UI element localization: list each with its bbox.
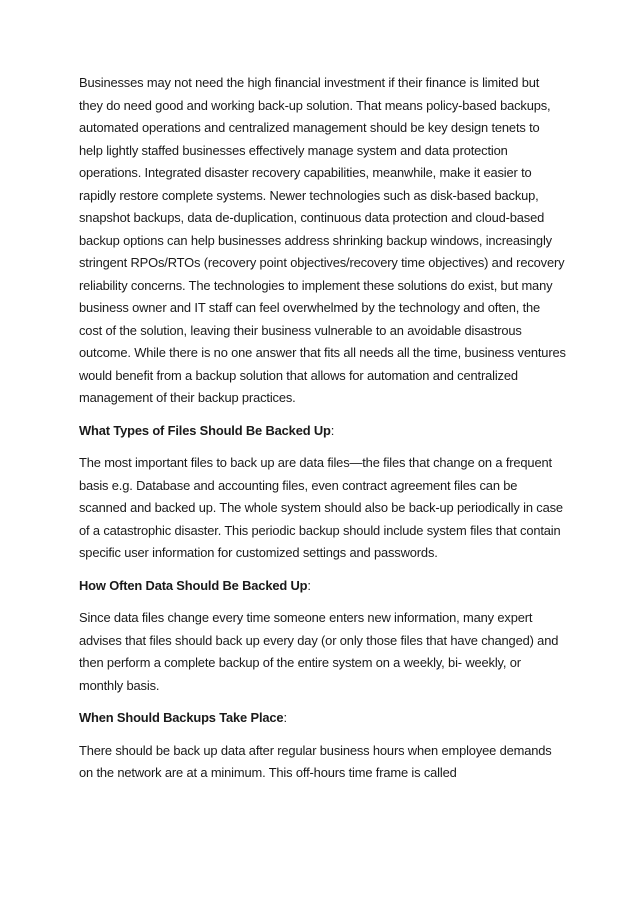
section-heading-file-types-colon: : [330, 422, 335, 438]
intro-paragraph: Businesses may not need the high financial investment if their finance is limited but they do need good and working back-up solution. That means policy-based backups, automated operations and centralized management should be key design tenets to help lightly staffed businesses effectively manage system and data protection operations. Integrated disaster recovery capabilities, meanwhile, make it easier to rapidly restore complete systems. Newer technologies such as disk-based backup, snapshot backups, data de-duplication, continuous data protection and cloud-based backup options can help businesses address shrinking backup windows, increasingly stringent RPOs/RTOs (recovery point objectives/recovery time objectives) and recovery reliability concerns. The technologies to implement these solutions do exist, but many business owner and IT staff can feel overwhelmed by the technology and often, the cost of the solution, leaving their business vulnerable to an avoidable disastrous outcome. While there is no one answer that fits all needs all the time, business ventures would benefit from a backup solution that allows for automation and centralized management of their backup practices. [79, 75, 566, 405]
document-page [79, 72, 566, 795]
section-heading-frequency [79, 575, 566, 598]
section-heading-frequency-text: How Often Data Should Be Backed Up [79, 577, 308, 593]
timing-paragraph: There should be back up data after regular business hours when employee demands on the network are at a minimum. This off-hours time frame is called [79, 742, 552, 780]
file-types-paragraph: The most important files to back up are data files—the files that change on a frequent basis e.g. Database and accounting files, even contract agreement files can be scanned and backed up. The whole system should also be back-up periodically in case of a catastrophic disaster. This periodic backup should include system files that contain specific user information for customized settings and passwords. [79, 455, 563, 560]
section-heading-frequency-colon: : [307, 577, 311, 593]
section-heading-timing-text: When Should Backups Take Place [79, 710, 284, 725]
section-heading-file-types [79, 420, 566, 443]
frequency-paragraph: Since data files change every time someone enters new information, many expert advises that files should back up every day (or only those files that have changed) and then perform a complete backup of the entire system on a weekly, bi- weekly, or monthly basis. [79, 610, 559, 693]
section-heading-file-types-text: What Types of Files Should Be Backed Up [79, 422, 331, 438]
section-heading-timing [79, 707, 566, 730]
section-heading-timing-colon: : [283, 710, 287, 725]
